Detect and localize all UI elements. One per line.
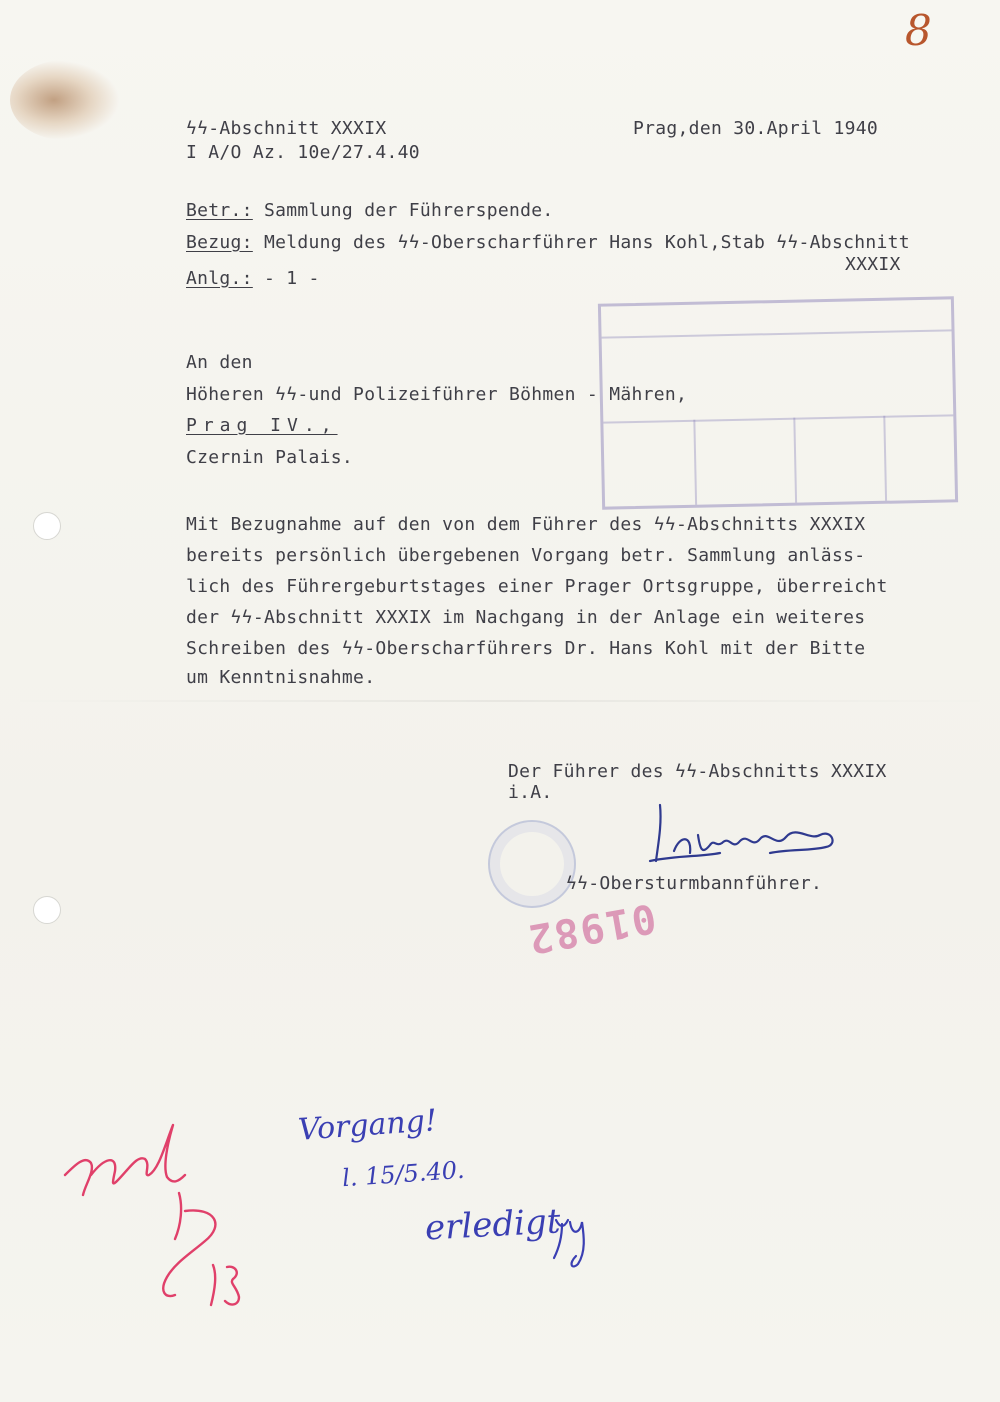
body-line-5: Schreiben des ϟϟ-Oberscharführers Dr. Hans Kohl mit der Bitte	[186, 638, 866, 659]
recipient-city: Prag IV.,	[186, 415, 338, 436]
red-pencil-initials	[55, 1115, 285, 1315]
body-line-2: bereits persönlich übergebenen Vorgang betr. Sammlung anläss-	[186, 545, 866, 566]
betr-text: Sammlung der Führerspende.	[252, 200, 554, 221]
page-number: 8	[905, 6, 932, 55]
recipient-line-4: Czernin Palais.	[186, 447, 354, 468]
betr-line	[186, 199, 554, 223]
sender-line-2: I A/O Az. 10e/27.4.40	[186, 142, 420, 163]
bezug-line	[186, 231, 910, 255]
betr-label: Betr.:	[186, 200, 253, 221]
anlg-line	[186, 267, 320, 291]
registry-number-stamp: 01982	[522, 894, 660, 962]
body-line-1: Mit Bezugnahme auf den von dem Führer des ϟϟ-Abschnitts XXXIX	[186, 514, 866, 535]
body-line-3: lich des Führergeburtstages einer Prager Ortsgruppe, überreicht	[186, 576, 888, 597]
body-line-6: um Kenntnisnahme.	[186, 667, 376, 688]
bezug-label: Bezug:	[186, 232, 253, 253]
handwritten-signature	[640, 795, 850, 875]
recipient-line-2: Höheren ϟϟ-und Polizeiführer Böhmen - Mähren,	[186, 384, 688, 405]
fold-line	[0, 700, 1000, 702]
sender-line-1: ϟϟ-Abschnitt XXXIX	[186, 118, 387, 139]
anlg-label: Anlg.:	[186, 268, 253, 289]
note-date: l. 15/5.40.	[341, 1155, 466, 1193]
punch-hole-top	[33, 512, 61, 540]
note-vorgang: Vorgang!	[296, 1103, 439, 1148]
signature-line-2: i.A.	[508, 782, 553, 803]
signature-line-1: Der Führer des ϟϟ-Abschnitts XXXIX	[508, 761, 887, 782]
signature-rank: ϟϟ-Obersturmbannführer.	[566, 873, 823, 894]
punch-hole-bottom	[33, 896, 61, 924]
body-line-4: der ϟϟ-Abschnitt XXXIX im Nachgang in der Anlage ein weiteres	[186, 607, 866, 628]
note-initials	[548, 1206, 598, 1270]
round-official-stamp	[488, 820, 576, 908]
bezug-continuation: XXXIX	[845, 254, 901, 275]
recipient-line-1: An den	[186, 352, 253, 373]
bezug-text: Meldung des ϟϟ-Oberscharführer Hans Kohl,Stab ϟϟ-Abschnitt	[252, 232, 910, 253]
date-line: Prag,den 30.April 1940	[633, 118, 879, 139]
note-erledigt: erledigt	[424, 1201, 562, 1249]
rust-stain	[10, 60, 120, 140]
anlg-text: - 1 -	[252, 268, 320, 289]
